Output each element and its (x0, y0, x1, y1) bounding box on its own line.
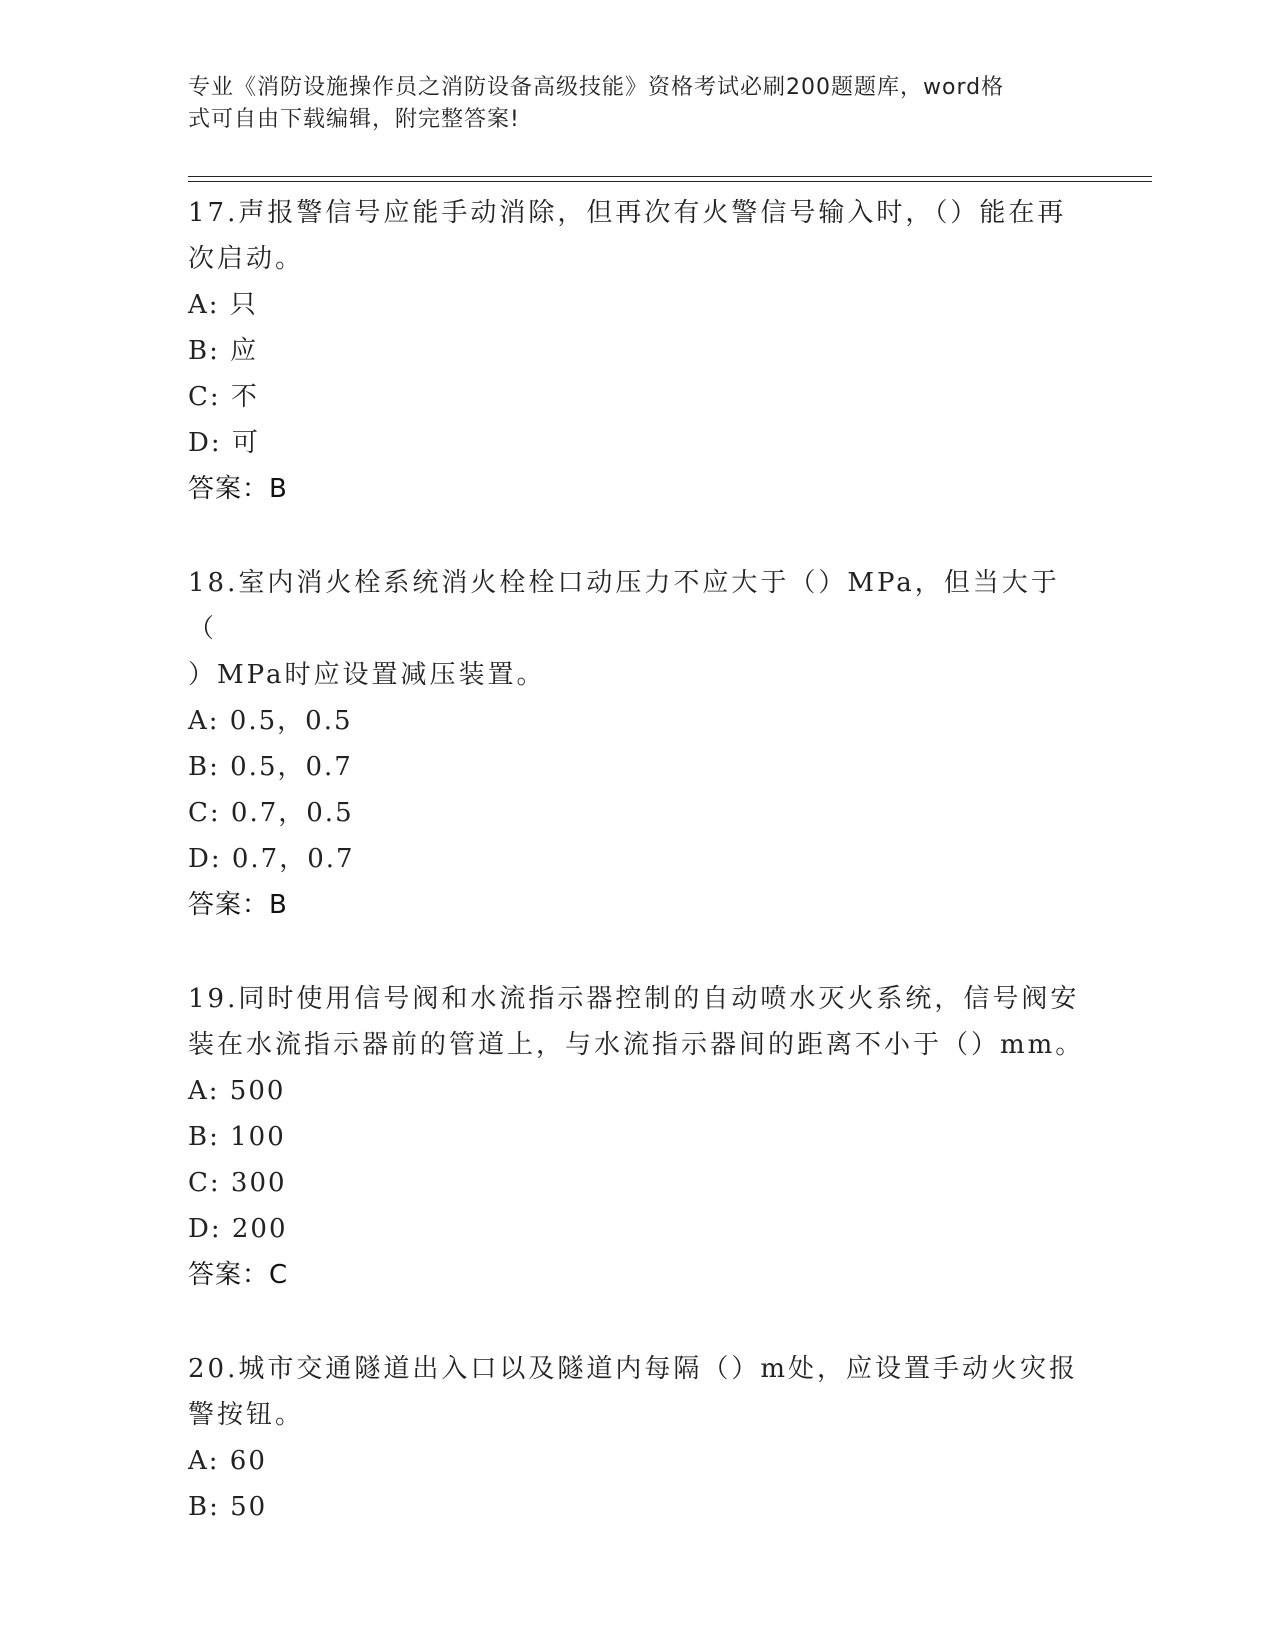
question-stem-line-2: 装在水流指示器前的管道上，与水流指示器间的距离不小于（）mm。 (188, 1030, 1085, 1060)
option-list (188, 1438, 1088, 1530)
option-list (188, 1068, 1088, 1252)
question-stem-line-2: ）MPa时应设置减压装置。 (188, 660, 546, 690)
question-18 (188, 560, 1088, 928)
option-a: A: 500 (188, 1076, 286, 1106)
option-b: B: 100 (188, 1122, 286, 1152)
option-d: D: 可 (188, 428, 260, 458)
option-c: C: 0.7，0.5 (188, 798, 354, 828)
header-title-line-2: 式可自由下载编辑，附完整答案! (188, 107, 520, 132)
option-d: D: 0.7，0.7 (188, 844, 355, 874)
question-stem (188, 560, 1088, 698)
option-a: A: 只 (188, 290, 258, 320)
header-divider-bottom (188, 181, 1152, 182)
option-b: B: 应 (188, 336, 259, 366)
header-title-line-1: 专业《消防设施操作员之消防设备高级技能》资格考试必刷200题题库，word格 (188, 75, 1005, 100)
answer-line: 答案：B (188, 474, 288, 504)
question-19 (188, 976, 1088, 1298)
question-stem-line-2: 警按钮。 (188, 1400, 305, 1430)
option-c: C: 300 (188, 1168, 287, 1198)
option-b: B: 0.5，0.7 (188, 752, 353, 782)
question-stem-line-1: 20.城市交通隧道出入口以及隧道内每隔（）m处，应设置手动火灾报 (188, 1354, 1079, 1384)
question-stem-line-1: 17.声报警信号应能手动消除，但再次有火警信号输入时，（）能在再 (188, 198, 1067, 228)
option-list (188, 282, 1088, 466)
question-17 (188, 190, 1088, 512)
header-divider-top (188, 176, 1152, 177)
option-b: B: 50 (188, 1492, 268, 1522)
option-list (188, 698, 1088, 882)
question-stem (188, 1346, 1088, 1438)
answer-line: 答案：B (188, 890, 288, 920)
question-stem (188, 976, 1088, 1068)
option-a: A: 60 (188, 1446, 267, 1476)
document-header (188, 72, 1068, 136)
question-stem (188, 190, 1088, 282)
question-stem-line-1: 18.室内消火栓系统消火栓栓口动压力不应大于（）MPa，但当大于（ (188, 568, 1060, 644)
question-20 (188, 1346, 1088, 1530)
option-d: D: 200 (188, 1214, 288, 1244)
question-stem-line-1: 19.同时使用信号阀和水流指示器控制的自动喷水灭火系统，信号阀安 (188, 984, 1080, 1014)
question-list (188, 190, 1088, 1578)
answer-line: 答案：C (188, 1260, 289, 1290)
option-c: C: 不 (188, 382, 259, 412)
question-stem-line-2: 次启动。 (188, 244, 305, 274)
option-a: A: 0.5，0.5 (188, 706, 353, 736)
